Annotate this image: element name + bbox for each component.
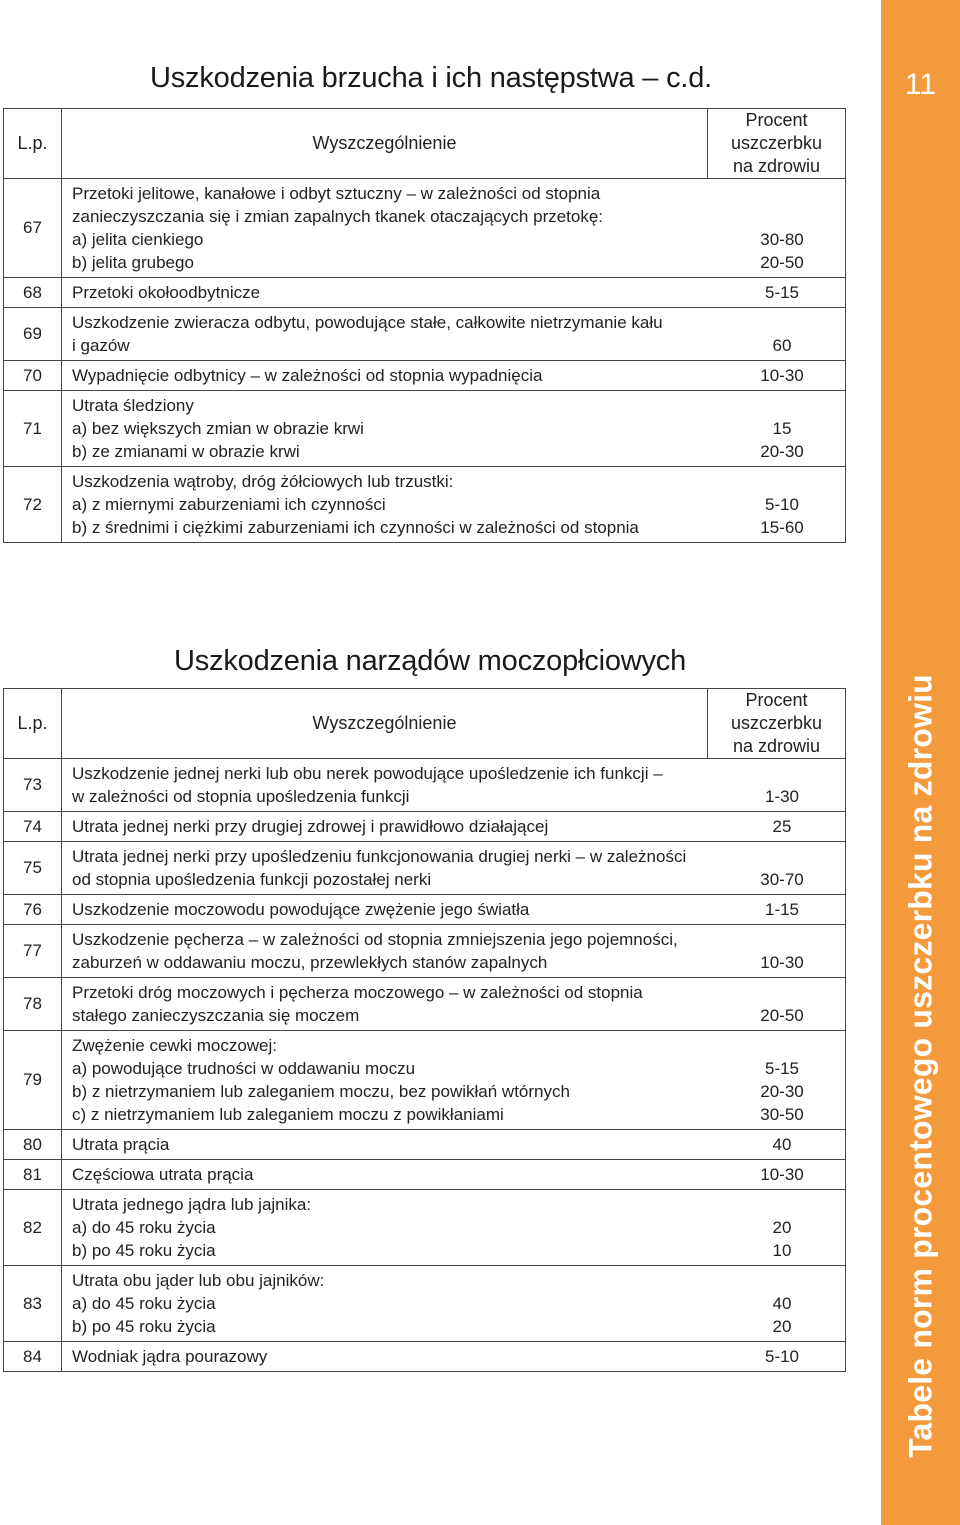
- description-line: b) z nietrzymaniem lub zaleganiem moczu, bez powikłań wtórnych: [72, 1082, 570, 1101]
- row-description: [62, 278, 719, 307]
- description-line: Wodniak jądra pourazowy: [72, 1347, 268, 1366]
- row-description: [62, 925, 719, 977]
- percent-value: 20-50: [760, 253, 804, 272]
- row-body: [62, 842, 846, 895]
- percent-value: 40: [772, 1135, 792, 1154]
- table-row: [4, 308, 846, 361]
- row-body: [62, 1266, 846, 1342]
- row-percent: [719, 1213, 845, 1265]
- row-percent: [719, 895, 845, 924]
- description-line: zanieczyszczania się i zmian zapalnych tkanek otaczających przetokę:: [72, 207, 604, 226]
- description-line: stałego zanieczyszczania się moczem: [72, 1006, 360, 1025]
- row-number: 68: [4, 278, 62, 308]
- row-percent: [719, 948, 845, 977]
- row-percent: [719, 414, 845, 466]
- row-percent: [719, 361, 845, 390]
- description-line: a) powodujące trudności w oddawaniu moczu: [72, 1059, 416, 1078]
- side-tab: [881, 0, 960, 1525]
- table-row: [4, 812, 846, 842]
- percent-value: 5-10: [764, 495, 800, 514]
- row-body: [62, 308, 846, 361]
- description-line: w zależności od stopnia upośledzenia funkcji: [72, 787, 410, 806]
- percent-value: 1-30: [764, 787, 800, 806]
- table-row: [4, 925, 846, 978]
- description-line: Utrata obu jąder lub obu jajników:: [72, 1271, 325, 1290]
- description-line: Zwężenie cewki moczowej:: [72, 1036, 278, 1055]
- row-body: [62, 1031, 846, 1130]
- description-line: Utrata jednej nerki przy drugiej zdrowej i prawidłowo działającej: [72, 817, 549, 836]
- row-body: [62, 812, 846, 842]
- percent-value: 5-10: [764, 1347, 800, 1366]
- percent-value: 20: [772, 1218, 792, 1237]
- percent-value: 30-50: [760, 1105, 804, 1124]
- section1-title: Uszkodzenia brzucha i ich następstwa – c.d.: [150, 62, 713, 94]
- table-row: [4, 1160, 846, 1190]
- row-body: [62, 361, 846, 391]
- row-percent: [719, 1054, 845, 1129]
- row-body: [62, 467, 846, 543]
- row-number: 75: [4, 842, 62, 895]
- description-line: od stopnia upośledzenia funkcji pozostałej nerki: [72, 870, 432, 889]
- row-number: 78: [4, 978, 62, 1031]
- description-line: b) z średnimi i ciężkimi zaburzeniami ich czynności w zależności od stopnia: [72, 518, 639, 537]
- table-row: [4, 1130, 846, 1160]
- table-row: [4, 1031, 846, 1130]
- row-body: [62, 925, 846, 978]
- row-percent: [719, 1289, 845, 1341]
- percent-value: 20: [772, 1317, 792, 1336]
- description-line: Uszkodzenie pęcherza – w zależności od stopnia zmniejszenia jego pojemności,: [72, 930, 678, 949]
- row-percent: [719, 1001, 845, 1030]
- percent-value: 20-50: [760, 1006, 804, 1025]
- row-body: [62, 759, 846, 812]
- table-row: [4, 179, 846, 278]
- row-percent: [719, 1342, 845, 1371]
- row-description: [62, 1130, 719, 1159]
- table-row: [4, 842, 846, 895]
- row-description: [62, 978, 719, 1030]
- row-description: [62, 1266, 719, 1341]
- description-line: a) bez większych zmian w obrazie krwi: [72, 419, 364, 438]
- description-line: Wypadnięcie odbytnicy – w zależności od stopnia wypadnięcia: [72, 366, 543, 385]
- table-abdomen: [3, 108, 846, 543]
- description-line: i gazów: [72, 336, 130, 355]
- row-number: 73: [4, 759, 62, 812]
- row-percent: [719, 490, 845, 542]
- percent-value: 15: [772, 419, 792, 438]
- table-urogenital: [3, 688, 846, 1372]
- sidebar-title: Tabele norm procentowego uszczerbku na zdrowiu: [902, 674, 939, 1458]
- percent-value: 20-30: [760, 1082, 804, 1101]
- header-lp: L.p.: [4, 109, 62, 179]
- description-line: Częściowa utrata prącia: [72, 1165, 254, 1184]
- row-percent: [719, 782, 845, 811]
- table-row: [4, 361, 846, 391]
- row-number: 84: [4, 1342, 62, 1372]
- row-percent: [719, 225, 845, 277]
- row-number: 83: [4, 1266, 62, 1342]
- description-line: Przetoki okołoodbytnicze: [72, 283, 261, 302]
- description-line: b) po 45 roku życia: [72, 1317, 216, 1336]
- header-percent-line: uszczerbku: [730, 713, 823, 733]
- percent-value: 10-30: [760, 953, 804, 972]
- table-row: [4, 1190, 846, 1266]
- description-line: a) z miernymi zaburzeniami ich czynności: [72, 495, 386, 514]
- row-body: [62, 278, 846, 308]
- row-description: [62, 895, 719, 924]
- row-number: 80: [4, 1130, 62, 1160]
- row-number: 70: [4, 361, 62, 391]
- table-row: [4, 467, 846, 543]
- row-body: [62, 978, 846, 1031]
- row-body: [62, 179, 846, 278]
- row-description: [62, 759, 719, 811]
- row-number: 76: [4, 895, 62, 925]
- row-description: [62, 812, 719, 841]
- description-line: Utrata jednej nerki przy upośledzeniu funkcjonowania drugiej nerki – w zależności: [72, 847, 687, 866]
- row-description: [62, 1031, 719, 1129]
- percent-value: 40: [772, 1294, 792, 1313]
- description-line: Utrata jednego jądra lub jajnika:: [72, 1195, 312, 1214]
- percent-value: 30-70: [760, 870, 804, 889]
- page-number: 11: [904, 68, 937, 101]
- description-line: c) z nietrzymaniem lub zaleganiem moczu z powikłaniami: [72, 1105, 504, 1124]
- row-number: 72: [4, 467, 62, 543]
- header-lp: L.p.: [4, 689, 62, 759]
- description-line: Przetoki dróg moczowych i pęcherza moczowego – w zależności od stopnia: [72, 983, 643, 1002]
- table-row: [4, 391, 846, 467]
- row-percent: [719, 1130, 845, 1159]
- percent-value: 25: [772, 817, 792, 836]
- row-percent: [719, 1160, 845, 1189]
- row-number: 74: [4, 812, 62, 842]
- description-line: b) ze zmianami w obrazie krwi: [72, 442, 300, 461]
- row-body: [62, 1342, 846, 1372]
- description-line: Uszkodzenie zwieracza odbytu, powodujące stałe, całkowite nietrzymanie kału: [72, 313, 663, 332]
- row-description: [62, 391, 719, 466]
- description-line: Uszkodzenia wątroby, dróg żółciowych lub trzustki:: [72, 472, 454, 491]
- table-row: [4, 759, 846, 812]
- row-description: [62, 361, 719, 390]
- percent-value: 5-15: [764, 283, 800, 302]
- description-line: Przetoki jelitowe, kanałowe i odbyt sztuczny – w zależności od stopnia: [72, 184, 601, 203]
- description-line: Utrata prącia: [72, 1135, 170, 1154]
- header-percent-line: Procent: [745, 690, 808, 710]
- row-description: [62, 467, 719, 542]
- header-percent: [708, 109, 846, 179]
- description-line: b) jelita grubego: [72, 253, 194, 272]
- header-percent-line: na zdrowiu: [732, 156, 821, 176]
- table-row: [4, 1266, 846, 1342]
- percent-value: 15-60: [760, 518, 804, 537]
- description-line: Utrata śledziony: [72, 396, 194, 415]
- header-percent-line: Procent: [745, 110, 808, 130]
- description-line: a) jelita cienkiego: [72, 230, 204, 249]
- row-number: 71: [4, 391, 62, 467]
- row-description: [62, 179, 719, 277]
- table-header-row: [4, 109, 846, 179]
- description-line: Uszkodzenie jednej nerki lub obu nerek powodujące upośledzenie ich funkcji –: [72, 764, 663, 783]
- row-description: [62, 1190, 719, 1265]
- percent-value: 5-15: [764, 1059, 800, 1078]
- row-description: [62, 842, 719, 894]
- header-percent-line: uszczerbku: [730, 133, 823, 153]
- header-description: Wyszczególnienie: [62, 109, 708, 179]
- row-number: 82: [4, 1190, 62, 1266]
- percent-value: 10: [772, 1241, 792, 1260]
- description-line: b) po 45 roku życia: [72, 1241, 216, 1260]
- row-body: [62, 1160, 846, 1190]
- row-description: [62, 1160, 719, 1189]
- description-line: zaburzeń w oddawaniu moczu, przewlekłych stanów zapalnych: [72, 953, 548, 972]
- row-number: 67: [4, 179, 62, 278]
- table-row: [4, 978, 846, 1031]
- row-body: [62, 1130, 846, 1160]
- row-percent: [719, 278, 845, 307]
- table-row: [4, 278, 846, 308]
- percent-value: 10-30: [760, 366, 804, 385]
- table-header-row: [4, 689, 846, 759]
- row-number: 81: [4, 1160, 62, 1190]
- percent-value: 10-30: [760, 1165, 804, 1184]
- percent-value: 20-30: [760, 442, 804, 461]
- row-description: [62, 308, 719, 360]
- table-row: [4, 1342, 846, 1372]
- row-number: 79: [4, 1031, 62, 1130]
- row-number: 69: [4, 308, 62, 361]
- description-line: a) do 45 roku życia: [72, 1294, 216, 1313]
- row-percent: [719, 331, 845, 360]
- row-percent: [719, 812, 845, 841]
- header-percent-line: na zdrowiu: [732, 736, 821, 756]
- table-row: [4, 895, 846, 925]
- header-percent: [708, 689, 846, 759]
- row-number: 77: [4, 925, 62, 978]
- percent-value: 1-15: [764, 900, 800, 919]
- row-body: [62, 895, 846, 925]
- header-description: Wyszczególnienie: [62, 689, 708, 759]
- row-description: [62, 1342, 719, 1371]
- row-body: [62, 391, 846, 467]
- section2-title: Uszkodzenia narządów moczopłciowych: [174, 645, 687, 677]
- row-percent: [719, 865, 845, 894]
- row-body: [62, 1190, 846, 1266]
- percent-value: 30-80: [760, 230, 804, 249]
- percent-value: 60: [772, 336, 792, 355]
- description-line: a) do 45 roku życia: [72, 1218, 216, 1237]
- description-line: Uszkodzenie moczowodu powodujące zwężenie jego światła: [72, 900, 530, 919]
